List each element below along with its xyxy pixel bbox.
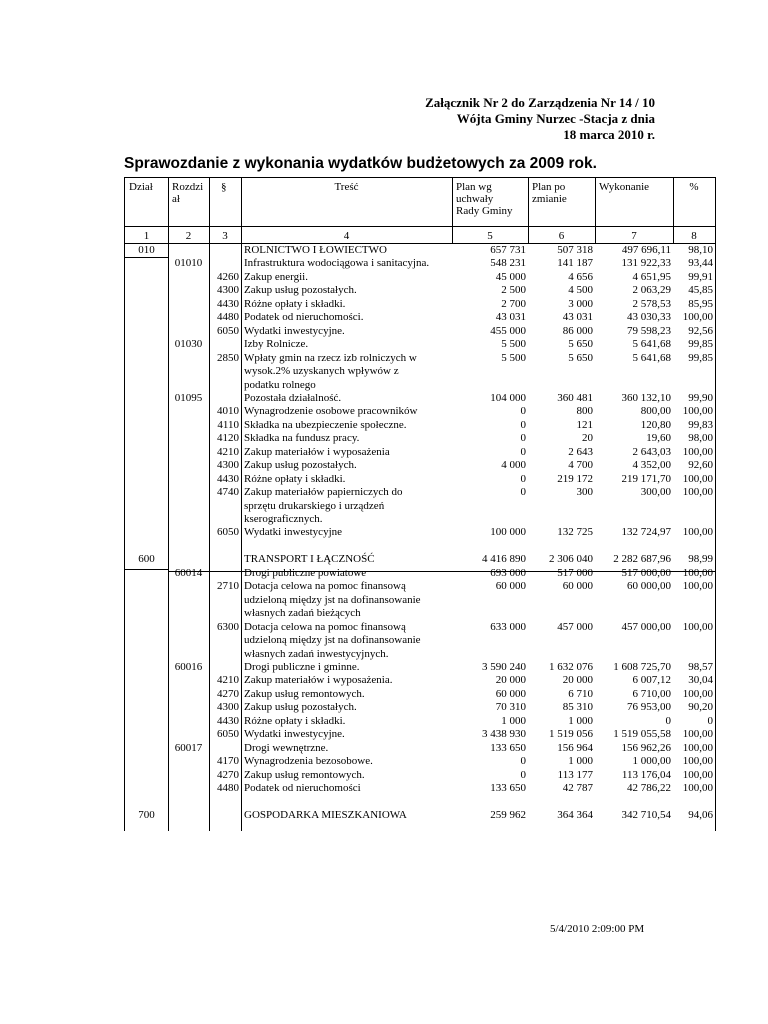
- cell-tresc: udzieloną między jst na dofinansowanie: [244, 593, 421, 606]
- cell-wykonanie: 19,60: [646, 432, 671, 445]
- cell-plan: 4 000: [501, 459, 526, 472]
- cell-plan-po: 507 318: [557, 244, 593, 256]
- header-rozdzial-1: Rozdzi: [172, 181, 204, 193]
- cell-wykonanie: 2 063,29: [632, 284, 671, 297]
- cell-plan: 693 000: [490, 566, 526, 579]
- cell-procent: 100,00: [682, 526, 713, 539]
- cell-tresc: Wynagrodzenia bezosobowe.: [244, 755, 373, 768]
- table-row: [125, 594, 715, 607]
- cell-wykonanie: 800,00: [640, 405, 671, 418]
- cell-paragraf: 4120: [217, 432, 239, 445]
- table-row: [125, 607, 715, 620]
- cell-plan-po: 5 650: [568, 338, 593, 351]
- cell-plan-po: 60 000: [562, 580, 593, 593]
- header-tresc: Treść: [334, 181, 359, 193]
- table-row: [125, 459, 715, 472]
- cell-tresc: Wydatki inwestycyjne: [244, 526, 343, 539]
- cell-rozdzial: 60014: [174, 566, 203, 579]
- table-row: [125, 379, 715, 392]
- cell-paragraf: 6050: [217, 324, 239, 337]
- cell-tresc: kserograficznych.: [244, 513, 323, 525]
- cell-procent: 100,00: [682, 620, 713, 633]
- cell-procent: 93,44: [688, 257, 713, 270]
- cell-tresc: Zakup usług pozostałych.: [244, 459, 357, 472]
- cell-plan-po: 1 000: [568, 714, 593, 727]
- cell-tresc: Drogi publiczne powiatowe: [244, 566, 367, 579]
- table-row: [125, 728, 715, 741]
- cell-procent: 98,10: [688, 244, 713, 256]
- cell-dzial: 700: [138, 808, 155, 821]
- cell-wykonanie: 120,80: [640, 418, 671, 431]
- col-number-6: 6: [558, 230, 565, 242]
- cell-wykonanie: 60 000,00: [627, 580, 671, 593]
- cell-tresc: Różne opłaty i składki.: [244, 472, 346, 485]
- cell-tresc: Zakup materiałów papierniczych do: [244, 486, 403, 499]
- cell-tresc: Podatek od nieruchomości: [244, 782, 361, 794]
- cell-plan: 548 231: [490, 257, 526, 270]
- cell-plan-po: 4 700: [568, 459, 593, 472]
- table-row: [125, 352, 715, 365]
- cell-procent: 100,00: [682, 486, 713, 499]
- cell-plan-po: 121: [576, 418, 593, 431]
- cell-plan: 0: [520, 768, 526, 781]
- table-row: [125, 446, 715, 459]
- col-number-5: 5: [487, 230, 493, 242]
- cell-tresc: Wpłaty gmin na rzecz izb rolniczych w: [244, 351, 417, 364]
- cell-tresc: Drogi wewnętrzne.: [244, 741, 329, 754]
- cell-paragraf: 4300: [217, 701, 239, 714]
- cell-wykonanie: 2 643,03: [632, 445, 671, 458]
- cell-procent: 99,85: [688, 338, 713, 351]
- header-wykonanie: Wykonanie: [599, 181, 650, 193]
- cell-rozdzial: 60016: [174, 660, 203, 673]
- cell-wykonanie: 156 962,26: [621, 741, 671, 754]
- cell-paragraf: 4430: [217, 714, 239, 727]
- table-row: [125, 284, 715, 297]
- table-row: [125, 298, 715, 311]
- cell-tresc: własnych zadań inwestycyjnych.: [244, 647, 389, 660]
- cell-tresc: podatku rolnego: [244, 378, 316, 391]
- header-plan-1: Plan wg: [456, 181, 492, 193]
- cell-procent: 100,00: [682, 472, 713, 485]
- cell-tresc: Różne opłaty i składki.: [244, 297, 346, 310]
- cell-plan-po: 219 172: [557, 472, 593, 485]
- table-row: [125, 674, 715, 687]
- cell-wykonanie: 1 608 725,70: [613, 660, 671, 673]
- cell-plan: 0: [520, 445, 526, 458]
- cell-wykonanie: 43 030,33: [627, 311, 671, 324]
- cell-plan: 2 500: [501, 284, 526, 297]
- cell-plan: 0: [520, 405, 526, 418]
- cell-plan: 455 000: [490, 324, 526, 337]
- cell-procent: 0: [707, 714, 713, 727]
- cell-wykonanie: 132 724,97: [621, 526, 671, 539]
- table-row: [125, 365, 715, 378]
- cell-plan-po: 42 787: [562, 782, 593, 794]
- table-row: [125, 311, 715, 324]
- cell-plan-po: 132 725: [557, 526, 593, 539]
- cell-plan-po: 1 632 076: [549, 660, 593, 673]
- table-row: [125, 432, 715, 445]
- cell-procent: 100,00: [682, 580, 713, 593]
- cell-plan-po: 43 031: [562, 311, 593, 324]
- cell-paragraf: 2710: [217, 580, 239, 593]
- cell-plan-po: 85 310: [562, 701, 593, 714]
- cell-procent: 100,00: [682, 445, 713, 458]
- header-plan-3: Rady Gminy: [456, 205, 513, 217]
- table-row: [125, 257, 715, 270]
- cell-paragraf: 4170: [217, 755, 239, 768]
- cell-tresc: Wydatki inwestycyjne.: [244, 324, 345, 337]
- cell-tresc: Podatek od nieruchomości.: [244, 311, 364, 324]
- header-rozdzial-2: ał: [172, 193, 180, 205]
- cell-tresc: Wynagrodzenie osobowe pracowników: [244, 405, 418, 418]
- cell-paragraf: 2850: [217, 351, 239, 364]
- cell-wykonanie: 342 710,54: [621, 808, 671, 821]
- table-row: [125, 526, 715, 539]
- cell-plan: 259 962: [490, 808, 526, 821]
- cell-wykonanie: 457 000,00: [621, 620, 671, 633]
- table-row: [125, 661, 715, 674]
- cell-paragraf: 4740: [217, 486, 239, 499]
- cell-wykonanie: 497 696,11: [621, 244, 671, 256]
- cell-wykonanie: 1 000,00: [632, 755, 671, 768]
- document-header: [235, 95, 655, 143]
- cell-tresc: sprzętu drukarskiego i urządzeń: [244, 499, 385, 512]
- cell-procent: 94,06: [688, 808, 713, 821]
- cell-paragraf: 6050: [217, 526, 239, 539]
- cell-plan: 43 031: [495, 311, 526, 324]
- cell-paragraf: 4210: [217, 674, 239, 687]
- table-row: [125, 715, 715, 728]
- table-row: [125, 513, 715, 526]
- cell-paragraf: 4270: [217, 768, 239, 781]
- cell-tresc: Zakup usług remontowych.: [244, 687, 365, 700]
- cell-tresc: Składka na ubezpieczenie społeczne.: [244, 418, 407, 431]
- cell-plan: 5 500: [501, 351, 526, 364]
- cell-plan: 3 590 240: [482, 660, 526, 673]
- table-row: [125, 338, 715, 351]
- cell-rozdzial: 01095: [174, 391, 203, 404]
- cell-plan-po: 86 000: [562, 324, 593, 337]
- cell-plan-po: 3 000: [568, 297, 593, 310]
- table-row: [125, 500, 715, 513]
- cell-paragraf: 4430: [217, 297, 239, 310]
- footer-timestamp: 5/4/2010 2:09:00 PM: [550, 923, 645, 935]
- cell-plan-po: 2 306 040: [549, 553, 593, 566]
- cell-tresc: Zakup energii.: [244, 270, 308, 283]
- cell-paragraf: 4480: [217, 782, 239, 794]
- cell-plan-po: 20 000: [562, 674, 593, 687]
- cell-rozdzial: 01030: [174, 338, 203, 351]
- cell-paragraf: 4430: [217, 472, 239, 485]
- cell-procent: 98,00: [688, 432, 713, 445]
- cell-procent: 85,95: [688, 297, 713, 310]
- table-row: [125, 621, 715, 634]
- header-plan-po-1: Plan po: [532, 181, 566, 193]
- cell-plan-po: 20: [582, 432, 593, 445]
- cell-tresc: własnych zadań bieżących: [244, 607, 361, 620]
- cell-plan: 0: [520, 472, 526, 485]
- page-title: Sprawozdanie z wykonania wydatków budżetowych za 2009 rok.: [124, 155, 597, 172]
- col-number-8: 8: [691, 230, 697, 242]
- table-row: [125, 486, 715, 499]
- cell-procent: 99,83: [688, 418, 713, 431]
- table-row: [125, 419, 715, 432]
- cell-procent: 92,56: [688, 324, 713, 337]
- col-number-7: 7: [631, 230, 637, 242]
- cell-dzial: 600: [138, 553, 155, 566]
- cell-paragraf: 4300: [217, 284, 239, 297]
- cell-plan-po: 800: [576, 405, 593, 418]
- cell-procent: 99,85: [688, 351, 713, 364]
- cell-tresc: Izby Rolnicze.: [244, 338, 309, 351]
- cell-procent: 98,57: [688, 660, 713, 673]
- cell-wykonanie: 360 132,10: [621, 391, 671, 404]
- cell-dzial: 010: [138, 244, 155, 256]
- cell-tresc: Różne opłaty i składki.: [244, 714, 346, 727]
- cell-paragraf: 4300: [217, 459, 239, 472]
- cell-plan-po: 1 519 056: [549, 728, 593, 741]
- cell-procent: 100,00: [682, 755, 713, 768]
- col-number-3: 3: [222, 230, 228, 242]
- cell-plan: 133 650: [490, 782, 526, 794]
- table-row: [125, 795, 715, 808]
- cell-procent: 98,99: [688, 553, 713, 566]
- cell-plan: 2 700: [501, 297, 526, 310]
- cell-wykonanie: 113 176,04: [621, 768, 671, 781]
- table-row: [125, 580, 715, 593]
- cell-plan: 4 416 890: [482, 553, 526, 566]
- cell-wykonanie: 517 000,00: [621, 566, 671, 579]
- cell-wykonanie: 131 922,33: [621, 257, 671, 270]
- cell-plan: 0: [520, 418, 526, 431]
- cell-plan-po: 2 643: [568, 445, 593, 458]
- table-row: [125, 473, 715, 486]
- cell-plan: 104 000: [490, 391, 526, 404]
- cell-tresc: Zakup materiałów i wyposażenia.: [244, 674, 393, 687]
- cell-tresc: Pozostała działalność.: [244, 391, 342, 404]
- cell-tresc: Zakup usług remontowych.: [244, 768, 365, 781]
- cell-tresc: Dotacja celowa na pomoc finansową: [244, 580, 406, 593]
- header-line-2: Wójta Gminy Nurzec -Stacja z dnia: [456, 111, 655, 126]
- cell-plan: 100 000: [490, 526, 526, 539]
- cell-procent: 99,90: [688, 391, 713, 404]
- cell-plan: 0: [520, 432, 526, 445]
- cell-wykonanie: 5 641,68: [632, 351, 671, 364]
- cell-paragraf: 4270: [217, 687, 239, 700]
- cell-wykonanie: 2 282 687,96: [613, 553, 671, 566]
- cell-plan: 5 500: [501, 338, 526, 351]
- cell-paragraf: 4480: [217, 311, 239, 324]
- table-row: [125, 392, 715, 405]
- cell-tresc: Zakup materiałów i wyposażenia: [244, 445, 390, 458]
- table-row: [125, 634, 715, 647]
- cell-plan-po: 300: [576, 486, 593, 499]
- cell-tresc: udzieloną między jst na dofinansowanie: [244, 634, 421, 647]
- cell-plan: 20 000: [495, 674, 526, 687]
- cell-plan: 657 731: [490, 244, 526, 256]
- cell-plan: 3 438 930: [482, 728, 526, 741]
- cell-plan: 60 000: [495, 687, 526, 700]
- table-row: [125, 701, 715, 714]
- cell-wykonanie: 1 519 055,58: [613, 728, 671, 741]
- cell-paragraf: 4010: [217, 405, 239, 418]
- table-row: [125, 553, 715, 566]
- cell-procent: 100,00: [682, 741, 713, 754]
- cell-tresc: TRANSPORT I ŁĄCZNOŚĆ: [244, 553, 375, 566]
- cell-paragraf: 6300: [217, 620, 239, 633]
- cell-plan-po: 457 000: [557, 620, 593, 633]
- cell-procent: 100,00: [682, 405, 713, 418]
- header-rozdzial: [172, 181, 203, 205]
- cell-plan: 0: [520, 486, 526, 499]
- cell-procent: 99,91: [688, 270, 713, 283]
- header-plan-po-2: zmianie: [532, 193, 567, 205]
- cell-plan-po: 141 187: [557, 257, 593, 270]
- cell-wykonanie: 79 598,23: [627, 324, 671, 337]
- cell-plan-po: 517 000: [557, 566, 593, 579]
- cell-tresc: ROLNICTWO I ŁOWIECTWO: [244, 244, 387, 256]
- cell-plan: 60 000: [495, 580, 526, 593]
- cell-wykonanie: 300,00: [640, 486, 671, 499]
- cell-procent: 100,00: [682, 728, 713, 741]
- header-plan-2: uchwały: [456, 193, 494, 205]
- table-row: [125, 688, 715, 701]
- cell-wykonanie: 4 651,95: [632, 270, 671, 283]
- cell-paragraf: 4110: [217, 418, 239, 431]
- cell-rozdzial: 01010: [174, 257, 203, 270]
- table-row: [125, 755, 715, 768]
- table-row: [125, 244, 715, 257]
- cell-tresc: Dotacja celowa na pomoc finansową: [244, 620, 406, 633]
- cell-plan-po: 1 000: [568, 755, 593, 768]
- cell-procent: 100,00: [682, 311, 713, 324]
- cell-wykonanie: 2 578,53: [632, 297, 671, 310]
- table-row: [125, 405, 715, 418]
- table-row: [125, 648, 715, 661]
- cell-tresc: Zakup usług pozostałych.: [244, 701, 357, 714]
- cell-wykonanie: 6 007,12: [632, 674, 671, 687]
- table-row: [125, 769, 715, 782]
- cell-tresc: Wydatki inwestycyjne.: [244, 728, 345, 741]
- cell-wykonanie: 0: [665, 714, 671, 727]
- table-row: [125, 782, 715, 795]
- cell-tresc: Infrastruktura wodociągowa i sanitacyjna.: [244, 257, 430, 270]
- cell-wykonanie: 6 710,00: [632, 687, 671, 700]
- cell-procent: 100,00: [682, 687, 713, 700]
- table-row: [125, 325, 715, 338]
- cell-wykonanie: 5 641,68: [632, 338, 671, 351]
- cell-procent: 100,00: [682, 782, 713, 794]
- header-line-1: Załącznik Nr 2 do Zarządzenia Nr 14 / 10: [425, 95, 655, 110]
- col-number-4: 4: [343, 230, 350, 242]
- table-row: [125, 271, 715, 284]
- cell-plan: 1 000: [501, 714, 526, 727]
- cell-plan: 133 650: [490, 741, 526, 754]
- cell-tresc: wysok.2% uzyskanych wpływów z: [244, 365, 399, 378]
- header-plan-po: [532, 181, 567, 205]
- cell-paragraf: 6050: [217, 728, 239, 741]
- header-line-3: 18 marca 2010 r.: [563, 127, 655, 142]
- cell-rozdzial: 60017: [174, 741, 203, 754]
- header-paragraf: §: [221, 181, 227, 193]
- cell-procent: 100,00: [682, 566, 713, 579]
- cell-wykonanie: 219 171,70: [621, 472, 671, 485]
- cell-procent: 92,60: [688, 459, 713, 472]
- table-row: [125, 567, 715, 580]
- cell-procent: 45,85: [688, 284, 713, 297]
- cell-procent: 90,20: [688, 701, 713, 714]
- cell-plan-po: 156 964: [557, 741, 593, 754]
- cell-procent: 30,04: [688, 674, 713, 687]
- cell-plan-po: 4 500: [568, 284, 593, 297]
- cell-tresc: Składka na fundusz pracy.: [244, 432, 360, 445]
- col-number-2: 2: [185, 230, 192, 242]
- cell-procent: 100,00: [682, 768, 713, 781]
- table-row: [125, 742, 715, 755]
- cell-plan: 0: [520, 755, 526, 768]
- cell-plan-po: 113 177: [557, 768, 593, 781]
- cell-plan-po: 360 481: [557, 391, 593, 404]
- cell-plan: 70 310: [495, 701, 526, 714]
- cell-plan-po: 4 656: [568, 270, 593, 283]
- cell-plan-po: 6 710: [568, 687, 593, 700]
- header-procent: %: [689, 181, 699, 193]
- cell-tresc: Drogi publiczne i gminne.: [244, 660, 360, 673]
- header-dzial: Dział: [129, 181, 153, 193]
- cell-plan-po: 364 364: [557, 808, 593, 821]
- cell-paragraf: 4260: [217, 270, 239, 283]
- cell-plan: 45 000: [495, 270, 526, 283]
- cell-wykonanie: 42 786,22: [627, 782, 671, 794]
- cell-tresc: Zakup usług pozostałych.: [244, 284, 357, 297]
- table-row: [125, 809, 715, 822]
- cell-paragraf: 4210: [217, 445, 239, 458]
- header-plan: [456, 181, 513, 217]
- cell-tresc: GOSPODARKA MIESZKANIOWA: [244, 808, 407, 821]
- cell-plan: 633 000: [490, 620, 526, 633]
- expenditure-table: [124, 177, 716, 831]
- header-bottom-line: [125, 226, 715, 227]
- cell-wykonanie: 76 953,00: [627, 701, 671, 714]
- table-row: [125, 540, 715, 553]
- cell-plan-po: 5 650: [568, 351, 593, 364]
- col-number-1: 1: [143, 230, 150, 242]
- cell-wykonanie: 4 352,00: [632, 459, 671, 472]
